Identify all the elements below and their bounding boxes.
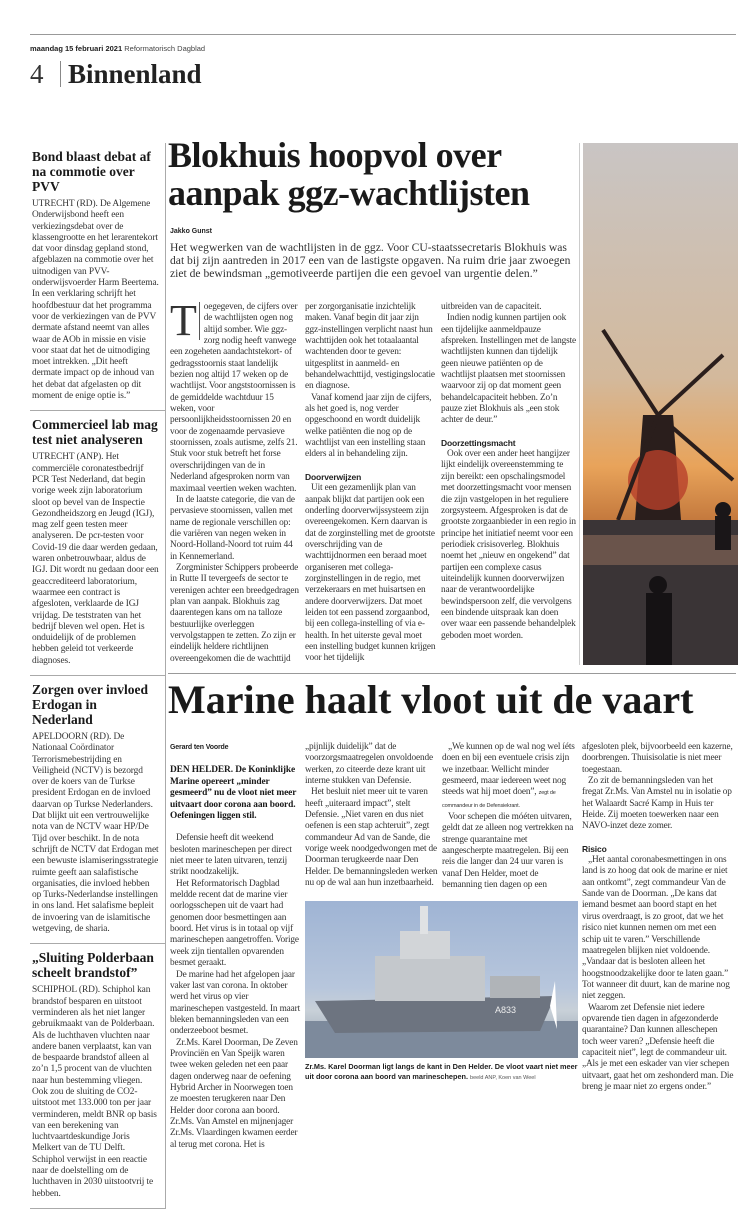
- paragraph: De marine had het afgelopen jaar vaker last van corona. In oktober werd het virus op vier marineschepen vastgesteld. In maart bleken bemanningsleden van een onderzeeboot besmet.: [170, 969, 301, 1037]
- paragraph: Zr.Ms. Karel Doorman, De Zeven Provinciën en Van Speijk waren twee weken geleden net een paar dagen onderweg naar de oefening Hybrid Archer in Noorwegen toen ze moesten terugkeren naar Den Helder door corona aan boord. Zr.Ms. Van Amstel en mijnenjager Zr.Ms. Vlaardingen kwamen eerder al terug met corona. Het is: [170, 1037, 298, 1150]
- article-column: [170, 296, 300, 665]
- windmill-illustration: [583, 190, 738, 665]
- masthead: [30, 57, 738, 91]
- byline: Gerard ten Voorde: [170, 744, 229, 751]
- paragraph: Zo zit de bemanningsleden van het fregat Zr.Ms. Van Amstel nu in isolatie op het Walaardt Sacré Kamp in Huis ter Heide. Zij moeten toewerken naar een NAVO-inzet deze zomer.: [582, 776, 732, 832]
- caption-text: Zr.Ms. Karel Doorman ligt langs de kant in Den Helder. De vloot vaart niet meer uit door corona aan boord van marineschepen.: [305, 1062, 578, 1081]
- column-divider: [579, 143, 580, 665]
- paragraph: In de laatste categorie, die van de pervasieve stoornissen, vallen met name de regionale verschillen op: die variëren van negen weken in Noord-Holland-Noord tot ruim 44 in Kennemerland.: [170, 494, 295, 562]
- top-rule: [30, 34, 736, 35]
- article-blokhuis: [168, 135, 738, 665]
- paper-name: Reformatorisch Dagblad: [124, 44, 206, 53]
- paragraph: Voor schepen die móéten uitvaren, geldt dat ze alleen nog vertrekken na strenge quarantaine met aangescherpte maatregelen. Bij een reis die langer dan 24 uur varen is vanaf Den Helder, moet de bemanning tien dagen op een: [442, 812, 574, 891]
- paragraph: Defensie heeft dit weekend besloten marineschepen per direct niet meer te laten uitvaren, tenzij strikt noodzakelijk.: [170, 833, 292, 878]
- section-divider: [60, 61, 61, 87]
- navy-ship-photo: [305, 901, 578, 1058]
- article-intro: Het wegwerken van de wachtlijsten in de ggz. Voor CU-staatssecretaris Blokhuis was dat bij zijn aantreden in 2017 een van de lastigste opgaven. Na ruim drie jaar zwoegen ziet de bewindsman „gemotiveerde partijen die een gevoel van urgentie delen.”: [170, 241, 571, 280]
- paragraph: Het Reformatorisch Dagblad meldde recent dat de marine vier oorlogsschepen uit de vaart had genomen door besmettingen aan boord. Het virus is in totaal op vijf marineschepen aangetroffen. Vorige week zijn tientallen opvarenden besmet geraakt.: [170, 878, 299, 969]
- article-lede: DEN HELDER. De Koninklijke Marine opereert „minder gesmeerd” nu de vloot niet meer uitvaart door corona aan boord. Oefeningen liggen stil.: [170, 765, 297, 821]
- brief-title: Bond blaast debat af na commotie over PVV: [32, 149, 151, 194]
- brief-item: [30, 944, 165, 1209]
- section-rule: [168, 673, 736, 674]
- subheading: Risico: [582, 843, 607, 854]
- paragraph: Vanaf komend jaar zijn de cijfers, als het goed is, nog verder opgeschoond en wordt duidelijk welke patiënten die nog op de wachtlijst van een instelling staan elders al in behandeling zijn.: [305, 392, 432, 460]
- quote-attribution: zegt de commandeur in de Defensiekrant.: [442, 790, 556, 809]
- date: maandag 15 februari 2021: [30, 44, 123, 53]
- article-headline: Blokhuis hoopvol over aanpak ggz-wachtlijsten: [168, 135, 530, 213]
- paragraph: afgesloten plek, bijvoorbeeld een kazerne, doorbrengen. Thuisisolatie is niet meer toegestaan.: [582, 742, 733, 775]
- byline: Jakko Gunst: [170, 228, 213, 235]
- article-column: [170, 742, 301, 1151]
- article-columns: [170, 296, 579, 665]
- subheading: Doorzettingsmacht: [441, 437, 516, 448]
- paragraph: uitbreiden van de capaciteit.: [441, 302, 542, 312]
- article-columns: [305, 742, 578, 891]
- paragraph: oegegeven, de cijfers over de wachtlijsten ogen nog altijd somber. Wie ggz-zorg nodig heeft vanwege een zogeheten aandachtstekort- of gedragsstoornis staat landelijk bezien nog altijd 17 weken op de wachtlijst. Voor angststoornissen is de gemiddelde wachtduur 15 weken, voor persoonlijkheidsstoornissen 20 en voor de zogenaamde pervasieve stoornissen, zoals autisme, zelfs 21. Stuk voor stuk betreft het forse overschrijdingen van de in Nederland afgesproken norm van maximaal veertien weken wachten.: [170, 302, 298, 494]
- photo-caption: [305, 1062, 580, 1083]
- article-headline: Marine haalt vloot uit de vaart: [168, 677, 694, 722]
- ship-illustration: [305, 901, 578, 1058]
- brief-body: SCHIPHOL (RD). Schiphol kan brandstof besparen en uitstoot verminderen als het niet langer gebruikmaakt van de Polderbaan. Als de luchthaven vluchten naar andere banen verplaatst, kan van de bespaarde brandstof alleen al zo’n 1,5 procent van de vluchten naar hun bestemming vliegen. Ook zou de sluiting de CO2-uitstoot met 133.000 ton per jaar verminderen, meldt BNR op basis van een berekening van luchtvaartdeskundige Joris Melkert van de TU Delft. Schiphol verwijst in een reactie naar de doelstelling om de luchthaven in 2030 uitstootvrij te hebben.: [32, 985, 157, 1199]
- windmill-photo: [583, 143, 738, 665]
- article-column: [441, 302, 576, 665]
- paragraph: [442, 742, 578, 812]
- article-column: [305, 742, 438, 891]
- main-content: [168, 135, 738, 1151]
- paragraph: Zorgminister Schippers probeerde in Rutte II tevergeefs de sector te verenigen achter een breedgedragen plan van aanpak. Blokhuis zag daarentegen kans om na talloze bestuurlijke overleggen vervolgstappen te zetten. Zo zijn er eindelijk heldere richtlijnen overeengekomen die de wachttijd: [170, 562, 299, 664]
- brief-title: Commercieel lab mag test niet analyseren: [32, 417, 158, 448]
- brief-title: Zorgen over invloed Erdogan in Nederland: [32, 681, 148, 727]
- brief-item: [30, 411, 165, 676]
- brief-body: UTRECHT (ANP). Het commerciële coronatestbedrijf PCR Test Nederland, dat begin vorige week zijn laboratorium sloot op bevel van de Inspectie Gezondheidszorg en Jeugd (IGJ), mag zelf geen testen meer analyseren. De pcr-testen voor Covid-19 die daar werden gedaan, waren onbetrouwbaar, aldus de IGJ. Dit wordt nu gedaan door een geaccrediteerd laboratorium, waarmee een contract is afgesloten, verklaarde de IGJ vrijdag. De teststraten van het bedrijf bleven wel open. Het is onduidelijk of de problemen hebben geleid tot verkeerde diagnoses.: [32, 452, 159, 666]
- article-column: [305, 302, 436, 665]
- photo-credit: beeld ANP, Koen van Weel: [470, 1074, 536, 1081]
- article-column: [582, 742, 734, 1093]
- paragraph: per zorgorganisatie inzichtelijk maken. Vanaf begin dit jaar zijn ggz-instellingen verplicht naast hun wachttijden ook het totaalaantal wachtenden door te geven: uitgesplitst in aanmeld- en behandelwachttijd, vestigingslocatie en diagnose.: [305, 302, 435, 392]
- article-column: [442, 742, 578, 891]
- article-text: [168, 135, 579, 665]
- page-layout: [30, 135, 738, 1209]
- brief-item: [30, 676, 165, 944]
- paragraph: Het besluit niet meer uit te varen heeft „uiteraard impact”, stelt Defensie. „Niet varen en dus niet oefenen is een stap achteruit”, zegt commandeur Ad van de Sande, die vorige week noodgedwongen met de Doorman terugkeerde naar Den Helder. De bemanningsleden werken nu op de wal aan hun inzetbaarheid.: [305, 787, 438, 889]
- paragraph: Uit een gezamenlijk plan van aanpak blijkt dat partijen ook een onderling doorverwijssysteem zijn overeengekomen. Kern daarvan is dat de zorginstelling met de grootste overschrijding van de wachttijdnormen een beraad moet organiseren met collega-zorginstellingen in de regio, met verzekeraars en met huisartsen en andere doorverwijzers. Dat moet leiden tot een passend zorgaanbod, bij een collega-instelling of via e-health. In het uiterste geval moet een instelling budget kunnen krijgen voor het tijdelijk: [305, 483, 436, 664]
- hull-number: A833: [495, 1005, 517, 1016]
- brief-title: „Sluiting Polderbaan scheelt brandstof”: [32, 950, 154, 981]
- quote: „We kunnen op de wal nog wel íéts doen en bij een eventuele crisis zijn we inzetbaar. Wellicht minder gesmeerd, maar iedereen weet nog steeds wat hij moet doen”,: [442, 742, 575, 798]
- brief-body: UTRECHT (RD). De Algemene Onderwijsbond heeft een verkiezingsdebat over de klassengrootte en het lerarentekort dat voor dinsdag gepland stond, afgeblazen na commotie over het uitnodigen van PVV-onderwijsvoerder Harm Beertema. In een verklaring schrijft het hoofdbestuur dat het programma voor de verkiezingen van de PVV dermate afstand neemt van alles waar de AOb in missie en visie voor staat dat het de uitnodiging moet intrekken. „Dit heeft dermate impact op de inhoud van het debat dat afgelasten op dit moment de enige optie is.”: [32, 199, 159, 402]
- brief-item: [30, 143, 165, 411]
- section-title: Binnenland: [68, 58, 202, 89]
- subheading: Doorverwijzen: [305, 471, 362, 482]
- middle-columns: [305, 742, 578, 1083]
- article-marine: [170, 742, 738, 1151]
- paragraph: Waarom zet Defensie niet iedere opvarende tien dagen in afgezonderde quarantaine? Dan kunnen alleschepen toch weer varen? „Defensie heeft die capaciteit niet”, legt de commandeur uit. „Als je met een eskader van vier schepen uitvaart, gaat het om zeshonderd man. Die breng je maar niet zo ergens onder.”: [582, 1002, 734, 1092]
- paragraph: „pijnlijk duidelijk” dat de voorzorgsmaatregelen onvoldoende werken, zo citeerde deze krant uit interne stukken van Defensie.: [305, 742, 433, 787]
- page-number: 4: [30, 58, 44, 89]
- paragraph: Indien nodig kunnen partijen ook een tijdelijke aanmeldpauze afspreken. Instellingen met de langste wachtlijsten kunnen dan tijdelijk geen nieuwe patiënten op de wachtlijst plaatsen met stoornissen waarvoor zij op dat moment geen behandelcapaciteit hebben. Zo’n pauze ziet Blokhuis als „een stok achter de deur.”: [441, 313, 576, 426]
- paragraph: Ook over een ander heet hangijzer lijkt eindelijk overeenstemming te zijn bereikt: een opschalingsmodel met doorzettingsmacht voor mensen die zijn vastgelopen in het reguliere zorgsysteem. Afgesproken is dat de grootste zorgaanbieder in een regio in principe het initiatief neemt voor een periodiek crisisoverleg. Blokhuis noemt het „nieuw en ongekend” dat partijen een complexe casus uiteindelijk kunnen doorverwijzen naar de verantwoordelijke bewindspersoon zelf, die vervolgens een bindende uitspraak kan doen over waar een passende behandelplek geboden moet worden.: [441, 449, 576, 641]
- drop-cap: T: [170, 302, 200, 340]
- paragraph: „Het aantal coronabesmettingen in ons land is zo hoog dat ook de marine er niet aan ontkomt”, zegt commandeur Van de Sande van de Doorman. „De kans dat iemand besmet aan boord stapt en het virus overdraagt, is zo groot, dat we het risico niet kunnen nemen om met een schip uit te varen.” Verschillende maatregelen blijken niet voldoende. „Vandaar dat is besloten alleen het hoogstnoodzakelijke door te laten gaan.” Tot wanneer dit duurt, kan de marine nog niet zeggen.: [582, 855, 730, 1002]
- brief-body: APELDOORN (RD). De Nationaal Coördinator Terrorismebestrijding en Veiligheid (NCTV) is bezorgd over de koers van de Turkse president Erdogan en de invloed daarvan op Turkse Nederlanders. Dat blijkt uit een vertrouwelijke nota van de NCTV waar HP/De Tijd over beschikt. In de nota schrijft de NCTV dat Erdogan met een bewuste islamiseringsstrategie ruimte geeft aan salafistische organisaties, die invloed hebben op Turks-Nederlandse instellingen in ons land. Het salafisme bepleit de invoering van de islamitische wetgeving, de sharia.: [32, 731, 159, 935]
- dateline: [30, 44, 738, 53]
- news-briefs-sidebar: [30, 143, 166, 1209]
